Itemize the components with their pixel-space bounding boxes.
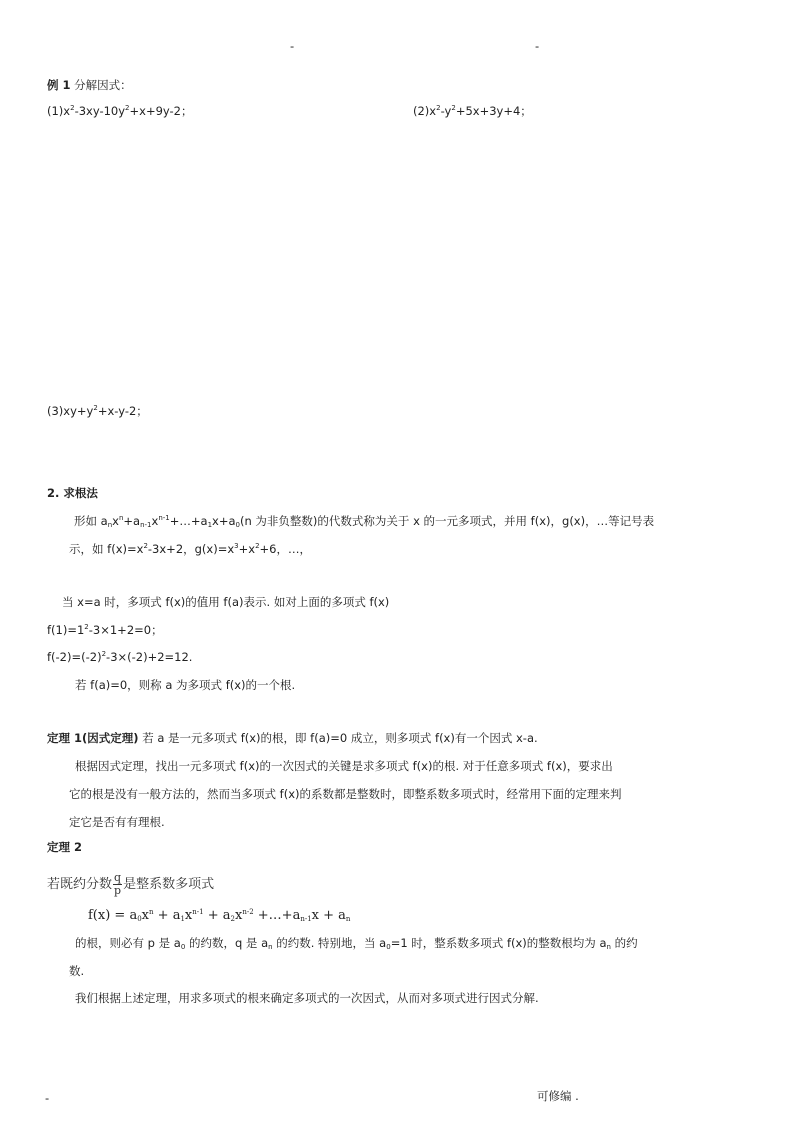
f1-text: f(1)=1 <box>47 623 85 637</box>
theorem2-text-d: =1 时，整系数多项式 f(x)的整数根均为 a <box>390 936 607 950</box>
section2-example-g2: +x <box>238 542 256 556</box>
section2-example-g: -3x+2，g(x)=x <box>147 542 235 556</box>
problem-2-label: (2) <box>413 104 430 118</box>
closing-paragraph: 我们根据上述定理，用求多项式的根来确定多项式的一次因式，从而对多项式进行因式分解. <box>75 991 539 1005</box>
theorem2-intro-before: 若既约分数 <box>47 877 113 892</box>
section2-example-end: +6，…， <box>259 542 311 556</box>
section2-example-f: 示，如 f(x)=x <box>69 542 144 556</box>
fraction-denominator: p <box>114 884 122 897</box>
example-title: 例 1 <box>47 78 71 92</box>
footer-editable-note: 可修编 . <box>537 1089 579 1103</box>
theorem2-text-line2: 数. <box>69 964 85 978</box>
header-right-mark: - <box>535 39 540 53</box>
problem-1: $(1)x^2-3xy-10y^2+x+9y-2$； <box>47 104 193 118</box>
theorem1-title: 定理 1(因式定理) <box>47 731 139 745</box>
theorem2-intro-after: 是整系数多项式 <box>123 877 215 892</box>
section2-intro-line2: 示，如 $f(x)=x^2-3x+2$，$g(x)=x^3+x^2+6$，…， <box>69 542 311 556</box>
polynomial-formula: $f(x) = a_0x^n + a_1x^{n-1} + a_2x^{n-2}$ $+\dots+a_{n-1}x + a_n$ <box>88 908 351 923</box>
theorem2-text-line1: 的根，则必有 p 是 $a_0$ 的约数，q 是 $a_n$ 的约数. 特别地，当 $a_0=1$ 时，整系数多项式 f(x)的整数根均为 $a_n$ 的约 <box>75 936 638 951</box>
fm2-line: $f(-2)=(-2)^2-3\times(-2)+2=12$. <box>47 650 193 664</box>
theorem2-text-e: 的约 <box>610 936 638 950</box>
theorem1-text: 若 a 是一元多项式 f(x)的根，即 f(a)=0 成立，则多项式 f(x)有一个因式 x-a. <box>142 731 538 745</box>
root-definition: 若 f(a)=0，则称 a 为多项式 f(x)的一个根. <box>75 678 296 692</box>
theorem2-text-c: 的约数. 特别地，当 a <box>272 936 387 950</box>
example-instruction: 分解因式： <box>74 78 132 92</box>
footer-left-mark: - <box>45 1091 50 1105</box>
problem-3-label: (3) <box>47 404 64 418</box>
section2-intro-text: (n 为非负整数)的代数式称为关于 x 的一元多项式，并用 f(x)，g(x)，…等记号表 <box>240 514 655 528</box>
theorem1-para-2: 它的根是没有一般方法的，然而当多项式 f(x)的系数都是整数时，即整系数多项式时，经常用下面的定理来判 <box>69 787 622 801</box>
example-title-line <box>47 80 132 92</box>
f1-line: $f(1)=1^2-3\times 1+2=0$； <box>47 623 163 637</box>
theorem1-line <box>47 733 538 745</box>
problem-1-label: (1) <box>47 104 64 118</box>
fm2-rest: -3×(-2)+2=12. <box>106 650 193 664</box>
section2-intro-line1: 形如 $a_nx^n+a_{n-1}x^{n-1}+\dots+a_1x+a_0(n$ 为非负整数)的代数式称为关于 x 的一元多项式，并用 f(x)，g(x)，…等记号表 <box>74 514 655 529</box>
theorem2-intro <box>47 872 214 897</box>
problem-2: $(2)x^2-y^2+5x+3y+4$； <box>413 104 532 118</box>
theorem2-text-a: 的根，则必有 p 是 a <box>75 936 181 950</box>
theorem1-para-1: 根据因式定理，找出一元多项式 f(x)的一次因式的关键是求多项式 f(x)的根. 对于任意多项式 f(x)，要求出 <box>75 759 613 773</box>
header-left-mark: - <box>290 39 295 53</box>
fraction-q-over-p <box>113 872 122 897</box>
fraction-numerator: q <box>114 871 122 884</box>
theorem2-text-b: 的约数，q 是 a <box>185 936 269 950</box>
theorem1-para-3: 定它是否有有理根. <box>69 815 165 829</box>
value-line: 当 x=a 时，多项式 f(x)的值用 f(a)表示. 如对上面的多项式 f(x) <box>62 595 390 609</box>
f1-rest: -3×1+2=0； <box>88 623 163 637</box>
theorem2-title: 定理 2 <box>47 840 83 854</box>
fm2-text: f(-2)=(-2) <box>47 650 102 664</box>
section2-title: 2. 求根法 <box>47 486 98 500</box>
problem-3: $(3)xy+y^2+x-y-2$； <box>47 404 148 418</box>
